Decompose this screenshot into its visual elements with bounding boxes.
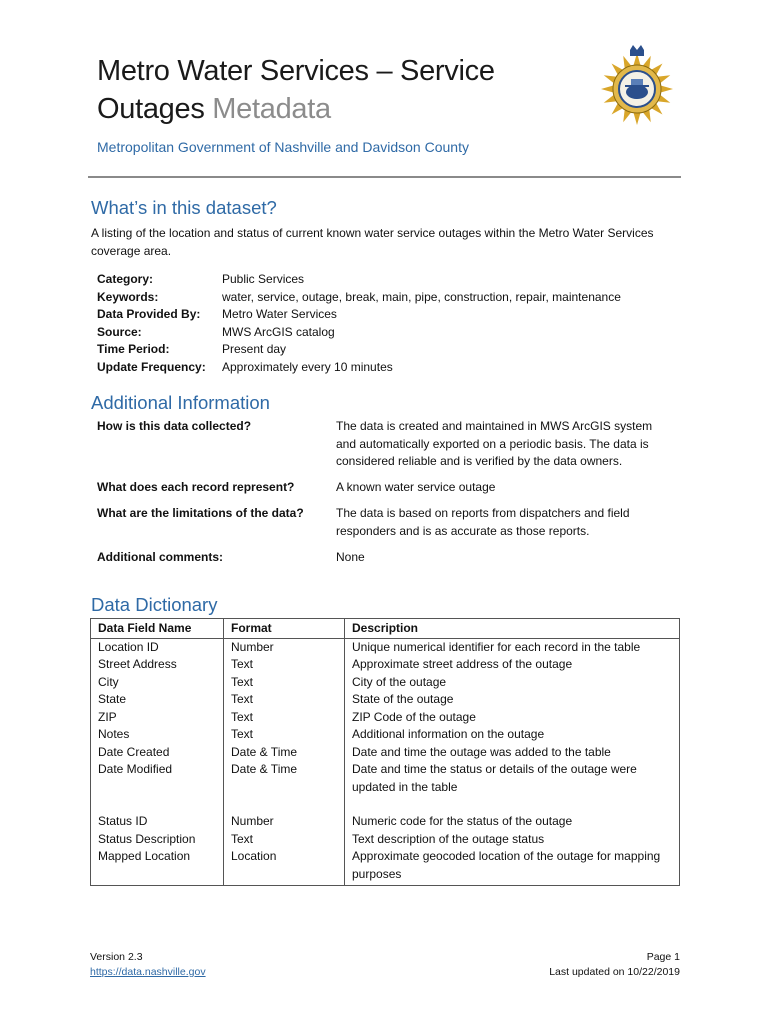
- column-header: Description: [345, 619, 680, 639]
- table-row: [91, 656, 680, 674]
- info-question: Additional comments:: [97, 550, 224, 564]
- footer-left: [90, 950, 206, 980]
- field-row-category: [97, 271, 621, 289]
- column-header: Format: [224, 619, 345, 639]
- additional-heading: Additional Information: [91, 392, 270, 413]
- format-cell: Number: [224, 813, 345, 831]
- field-row-update-frequency: [97, 359, 621, 377]
- description-cell: Additional information on the outage: [345, 726, 680, 744]
- info-answer: The data is based on reports from dispatchers and field responders and is as accurate as those reports.: [336, 506, 630, 538]
- field-name-cell: Mapped Location: [98, 849, 191, 863]
- format-cell: Text: [224, 709, 345, 727]
- info-row-record: [97, 479, 672, 497]
- format-cell: Text: [224, 691, 345, 709]
- field-value: Public Services: [222, 272, 305, 286]
- info-question: How is this data collected?: [97, 419, 252, 433]
- description-cell: Numeric code for the status of the outage: [345, 813, 680, 831]
- table-row: [91, 709, 680, 727]
- title-accent: Metadata: [212, 93, 331, 125]
- dataset-description: A listing of the location and status of current known water service outages within the Metro Water Services coverage area.: [91, 226, 654, 258]
- data-dictionary-table: [90, 618, 680, 886]
- table-row: [91, 848, 680, 886]
- description-cell: Unique numerical identifier for each record in the table: [345, 638, 680, 656]
- column-header: Data Field Name: [91, 619, 224, 639]
- field-row-provider: [97, 306, 621, 324]
- data-portal-link[interactable]: https://data.nashville.gov: [90, 966, 206, 978]
- field-name-cell: Street Address: [98, 657, 177, 671]
- field-label: Update Frequency:: [97, 359, 206, 374]
- nashville-seal-icon: [596, 44, 678, 126]
- dataset-heading: What’s in this dataset?: [91, 197, 277, 218]
- page-number: Page 1: [646, 951, 680, 963]
- format-cell: Date & Time: [224, 744, 345, 762]
- field-value: Metro Water Services: [222, 307, 337, 321]
- field-name-cell: Date Modified: [98, 762, 173, 776]
- format-cell: Text: [224, 674, 345, 692]
- table-row: [91, 813, 680, 831]
- field-label: Source:: [97, 324, 142, 339]
- description-cell: ZIP Code of the outage: [345, 709, 680, 727]
- format-cell: Location: [224, 848, 345, 886]
- last-updated: Last updated on 10/22/2019: [549, 966, 680, 978]
- field-name-cell: State: [98, 692, 127, 706]
- field-value: Present day: [222, 342, 287, 356]
- format-cell: Number: [224, 638, 345, 656]
- field-name-cell: ZIP: [98, 709, 117, 724]
- format-cell: Text: [224, 831, 345, 849]
- field-label: Keywords:: [97, 289, 159, 304]
- field-name-cell: City: [98, 674, 119, 689]
- description-cell: Date and time the status or details of the outage were updated in the table: [345, 761, 680, 813]
- table-row: [91, 726, 680, 744]
- info-question: What does each record represent?: [97, 480, 295, 494]
- info-row-collection: [97, 418, 672, 471]
- field-name-cell: Location ID: [98, 639, 159, 654]
- field-name-cell: Status Description: [98, 831, 196, 846]
- dataset-fields: [97, 271, 621, 376]
- table-header-row: [91, 619, 680, 639]
- description-cell: Text description of the outage status: [345, 831, 680, 849]
- field-row-source: [97, 324, 621, 342]
- dictionary-heading: Data Dictionary: [91, 594, 218, 615]
- description-cell: Date and time the outage was added to the table: [345, 744, 680, 762]
- field-name-cell: Notes: [98, 727, 130, 741]
- info-question: What are the limitations of the data?: [97, 506, 304, 520]
- title-main: Metro Water Services – Service Outages: [97, 55, 495, 125]
- description-cell: Approximate street address of the outage: [345, 656, 680, 674]
- info-answer: The data is created and maintained in MWS ArcGIS system and automatically exported on a periodic basis. The data is considered reliable and is verified by the data owners.: [336, 419, 653, 468]
- field-value: Approximately every 10 minutes: [222, 359, 393, 374]
- field-name-cell: Date Created: [98, 744, 170, 759]
- page-title: [97, 52, 567, 128]
- description-cell: State of the outage: [345, 691, 680, 709]
- field-value: water, service, outage, break, main, pipe, construction, repair, maintenance: [222, 289, 621, 304]
- format-cell: Date & Time: [224, 761, 345, 813]
- format-cell: Text: [224, 726, 345, 744]
- table-row: [91, 638, 680, 656]
- header-divider: [88, 176, 681, 178]
- page-subtitle: Metropolitan Government of Nashville and Davidson County: [97, 139, 469, 155]
- field-row-keywords: [97, 289, 621, 307]
- info-answer: None: [336, 550, 365, 564]
- table-row: [91, 761, 680, 813]
- version-label: Version 2.3: [90, 951, 143, 963]
- description-cell: Approximate geocoded location of the outage for mapping purposes: [345, 848, 680, 886]
- table-row: [91, 831, 680, 849]
- info-row-comments: [97, 549, 672, 567]
- field-row-time-period: [97, 341, 621, 359]
- info-row-limitations: [97, 505, 672, 540]
- description-cell: City of the outage: [345, 674, 680, 692]
- table-row: [91, 691, 680, 709]
- field-label: Category:: [97, 272, 154, 286]
- field-name-cell: Status ID: [98, 814, 148, 828]
- info-answer: A known water service outage: [336, 480, 496, 494]
- table-row: [91, 674, 680, 692]
- field-value: MWS ArcGIS catalog: [222, 324, 335, 339]
- footer-right: [549, 950, 680, 980]
- format-cell: Text: [224, 656, 345, 674]
- table-row: [91, 744, 680, 762]
- field-label: Data Provided By:: [97, 307, 201, 321]
- field-label: Time Period:: [97, 342, 170, 356]
